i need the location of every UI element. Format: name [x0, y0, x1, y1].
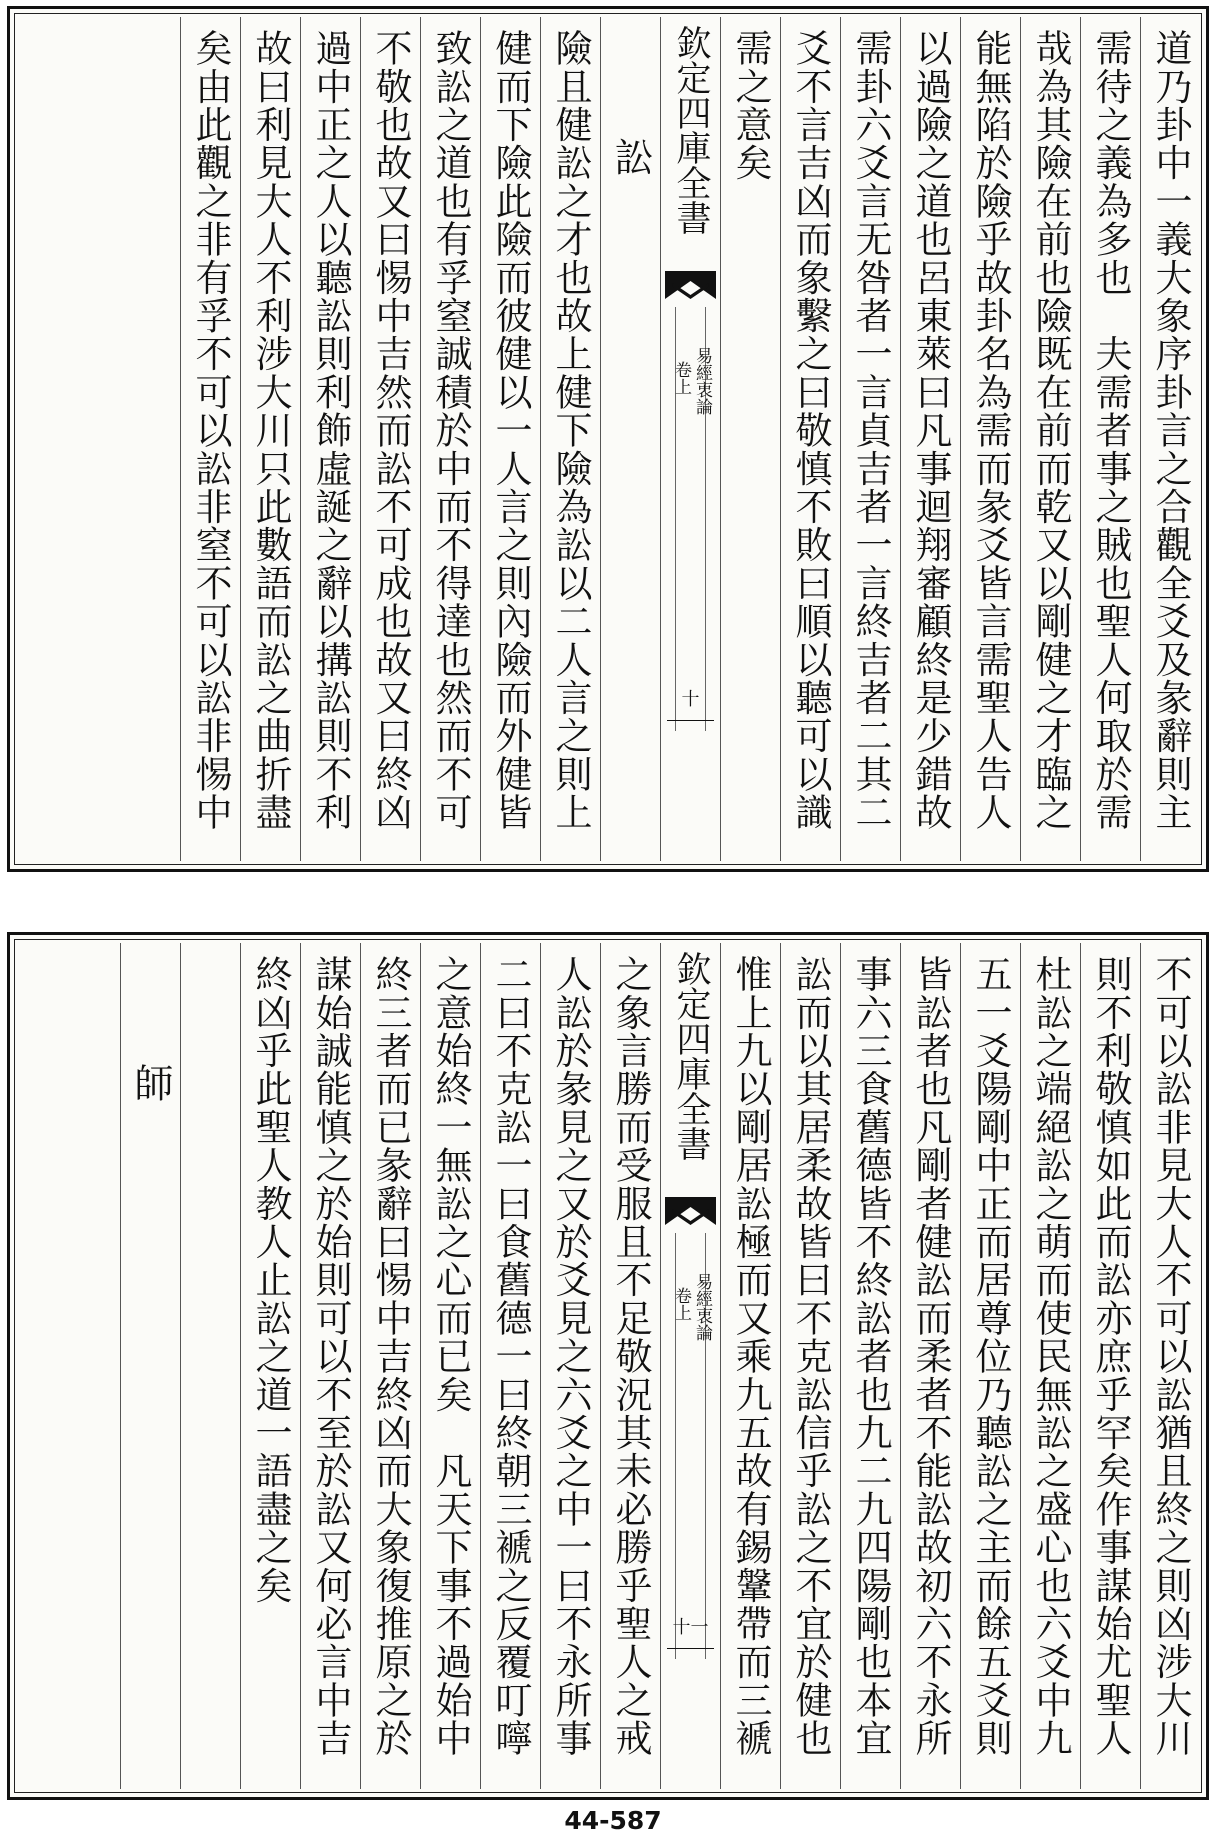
text-column: [900, 943, 960, 1789]
column-text: 需之意矣: [729, 29, 772, 182]
text-column: [900, 17, 960, 861]
column-text: 人訟於彖見之又於爻見之六爻之中一曰不永所事: [549, 955, 592, 1758]
chapter-label: 卷上: [671, 361, 691, 395]
text-column: [720, 17, 780, 861]
fish-tail-mark-icon: [665, 1199, 716, 1229]
text-column: [1080, 943, 1140, 1789]
column-text: 哉為其險在前也險既在前而乾又以剛健之才臨之: [1029, 29, 1072, 832]
chapter-label: 卷上: [671, 1287, 691, 1321]
column-text: 需待之義為多也 夫需者事之賊也聖人何取於需: [1089, 29, 1132, 832]
text-column: [720, 943, 780, 1789]
center-fold-column: [660, 943, 720, 1789]
column-text: 矣由此觀之非有孚不可以訟非窒不可以訟非惕中: [189, 29, 232, 832]
text-column: [420, 943, 480, 1789]
column-text: 則不利敬慎如此而訟亦庶乎罕矣作事謀始尤聖人: [1089, 955, 1132, 1758]
column-text: 終凶乎此聖人教人止訟之道一語盡之矣: [249, 955, 292, 1605]
text-column: [180, 17, 240, 861]
leaf-number-rule: [667, 1648, 714, 1649]
page-lower: [7, 932, 1209, 1800]
text-column: [360, 943, 420, 1789]
page-upper: [7, 6, 1209, 872]
column-text: 之象言勝而受服且不足敬況其未必勝乎聖人之戒: [609, 955, 652, 1758]
column-text: 訟而以其居柔故皆曰不克訟信乎訟之不宜於健也: [789, 955, 832, 1758]
column-text: 以過險之道也呂東萊曰凡事迴翔審顧終是少錯故: [909, 29, 952, 832]
text-column: [420, 17, 480, 861]
column-text: 致訟之道也有孚窒誠積於中而不得達也然而不可: [429, 29, 472, 832]
column-text: 終三者而已彖辭曰惕中吉終凶而大象復推原之於: [369, 955, 412, 1758]
collection-title: 欽定四庫全書: [671, 951, 711, 1161]
text-column: [480, 17, 540, 861]
text-column: [840, 943, 900, 1789]
column-text: 不敬也故又曰惕中吉然而訟不可成也故又曰終凶: [369, 29, 412, 832]
text-column: [1140, 943, 1200, 1789]
collection-title: 欽定四庫全書: [671, 25, 711, 235]
text-column: [240, 943, 300, 1789]
column-text: 過中正之人以聽訟則利飾虛誕之辭以搆訟則不利: [309, 29, 352, 832]
text-column: [540, 943, 600, 1789]
column-text: 需卦六爻言无咎者一言貞吉者一言終吉者二其二: [849, 29, 892, 832]
text-column: [1020, 17, 1080, 861]
column-text: 五一爻陽剛中正而居尊位乃聽訟之主而餘五爻則: [969, 955, 1012, 1758]
text-column: [480, 943, 540, 1789]
text-column: [180, 943, 240, 1789]
leaf-number-rule: [667, 720, 714, 721]
text-column: [540, 17, 600, 861]
column-text: 事六三食舊德皆不終訟者也九二九四陽剛也本宜: [849, 955, 892, 1758]
text-column: [120, 943, 180, 1789]
text-column: [780, 943, 840, 1789]
column-text: 惟上九以剛居訟極而又乘九五故有錫鞶帶而三褫: [729, 955, 772, 1758]
text-column: [300, 943, 360, 1789]
text-column: [300, 17, 360, 861]
center-fold-column: [660, 17, 720, 861]
leaf-number: 十: [681, 689, 700, 710]
column-text: 杜訟之端絕訟之萌而使民無訟之盛心也六爻中九: [1029, 955, 1072, 1758]
column-text: 不可以訟非見大人不可以訟猶且終之則凶涉大川: [1149, 955, 1192, 1758]
column-text: 謀始誠能慎之於始則可以不至於訟又何必言中吉: [309, 955, 352, 1758]
text-column: [600, 943, 660, 1789]
book-title: 易經衷論: [692, 1273, 712, 1341]
column-text: 道乃卦中一義大象序卦言之合觀全爻及彖辭則主: [1149, 29, 1192, 832]
column-text: 之意始終一無訟之心而已矣 凡天下事不過始中: [429, 955, 472, 1758]
text-column: [360, 17, 420, 861]
text-column: [780, 17, 840, 861]
text-column: [600, 17, 660, 861]
text-columns: [16, 943, 1200, 1789]
column-text: 險且健訟之才也故上健下險為訟以二人言之則上: [549, 29, 592, 832]
text-column: [1020, 943, 1080, 1789]
text-column: [240, 17, 300, 861]
book-title: 易經衷論: [692, 347, 712, 415]
column-text: 爻不言吉凶而象繫之曰敬慎不敗曰順以聽可以識: [789, 29, 832, 832]
text-column: [960, 17, 1020, 861]
column-text: 二曰不克訟一曰食舊德一曰終朝三褫之反覆叮嚀: [489, 955, 532, 1758]
hexagram-heading: 訟: [608, 137, 653, 178]
text-column: [1080, 17, 1140, 861]
column-text: 故曰利見大人不利涉大川只此數語而訟之曲折盡: [249, 29, 292, 832]
text-columns: [16, 17, 1200, 861]
column-text: 皆訟者也凡剛者健訟而柔者不能訟故初六不永所: [909, 955, 952, 1758]
hexagram-heading: 師: [128, 1063, 173, 1104]
fish-tail-mark-icon: [665, 273, 716, 303]
text-column: [1140, 17, 1200, 861]
column-text: 能無陷於險乎故卦名為需而彖爻皆言需聖人告人: [969, 29, 1012, 832]
volume-page-number: 44-587: [564, 1806, 662, 1835]
leaf-number: 十一: [672, 1617, 709, 1638]
column-text: 健而下險此險而彼健以一人言之則內險而外健皆: [489, 29, 532, 832]
text-column: [840, 17, 900, 861]
text-column: [960, 943, 1020, 1789]
